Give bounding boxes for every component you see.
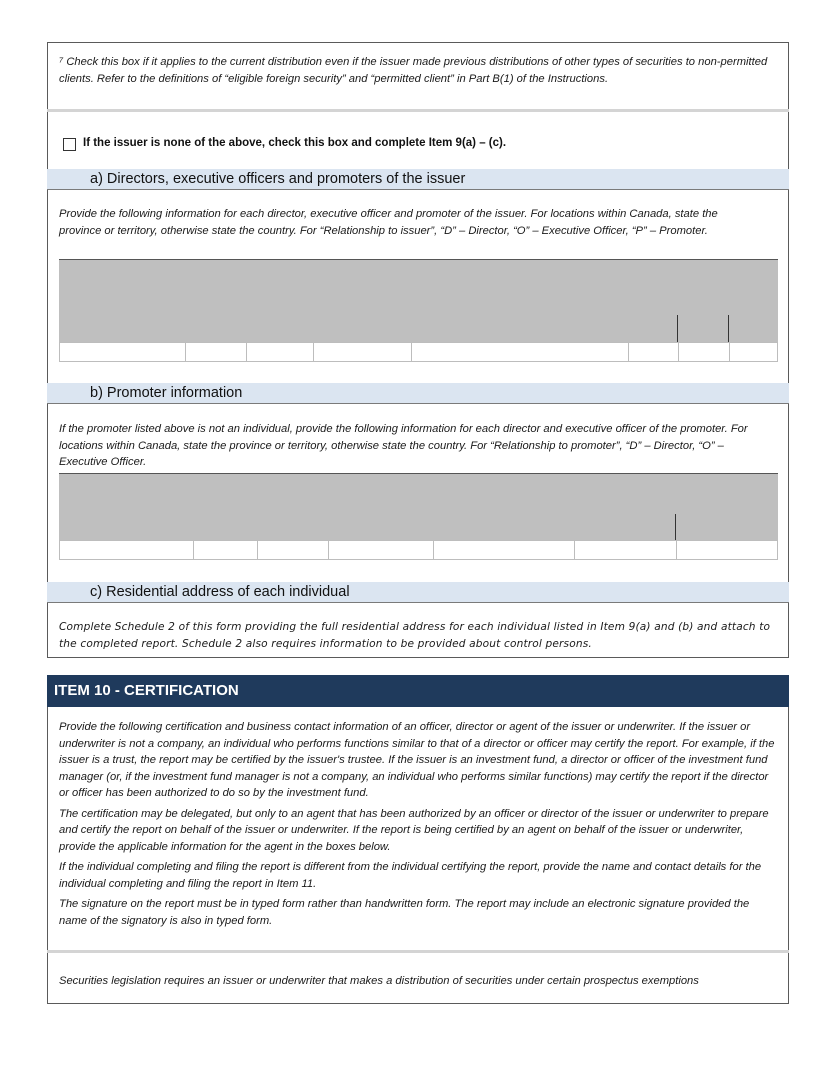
table-a-row[interactable] bbox=[59, 342, 778, 362]
table-b-divider bbox=[675, 514, 676, 540]
section-b-instructions: If the promoter listed above is not an individual, provide the following information for each director and executive officer of the promoter. For locations within Canada, state the province or territory, otherwise state the country. For “Relationship to promoter”, “D” – Director, “O” – Executive Officer. bbox=[59, 423, 748, 468]
table-b-cell-divider bbox=[193, 541, 194, 559]
table-a-cell-divider bbox=[313, 343, 314, 361]
none-of-above-label: If the issuer is none of the above, check this box and complete Item 9(a) – (c). bbox=[83, 137, 507, 149]
table-a-header bbox=[59, 260, 778, 342]
table-b-header bbox=[59, 474, 778, 540]
section-b-underline bbox=[47, 403, 789, 404]
table-a-divider bbox=[677, 315, 678, 342]
section-b-heading: b) Promoter information bbox=[47, 383, 789, 403]
table-a-cell-divider bbox=[411, 343, 412, 361]
table-b-cell-divider bbox=[676, 541, 677, 559]
table-b-cell-divider bbox=[328, 541, 329, 559]
item10-paragraph: The certification may be delegated, but only to an agent that has been authorized by an officer or director of the issuer or underwriter to prepare and certify the report on behalf of the issuer or underwriter. If the report is being certified by an agent on behalf of the issuer or underwriter, provide the applicable information for the agent in the boxes below. bbox=[59, 807, 769, 853]
table-b-cell-divider bbox=[257, 541, 258, 559]
item10-paragraph: If the individual completing and filing the report is different from the individual certifying the report, provide the name and contact details for the individual completing and filing the report in Item 11. bbox=[59, 861, 762, 890]
table-a-cell-divider bbox=[246, 343, 247, 361]
table-a-cell-divider bbox=[628, 343, 629, 361]
table-a-cell-divider bbox=[729, 343, 730, 361]
table-b-cell-divider bbox=[574, 541, 575, 559]
section-c-instructions: Complete Schedule 2 of this form providing the full residential address for each individual listed in Item 9(a) and (b) and attach to the completed report. Schedule 2 also requires information to be provided about control persons. bbox=[59, 621, 771, 650]
item10-bottom-text: Securities legislation requires an issuer or underwriter that makes a distribution of securities under certain prospectus exemptions bbox=[59, 975, 699, 987]
section-c-underline bbox=[47, 602, 789, 603]
table-b-cell-divider bbox=[433, 541, 434, 559]
table-a-divider bbox=[728, 315, 729, 342]
item10-body bbox=[59, 719, 779, 929]
table-a-cell-divider bbox=[185, 343, 186, 361]
item10-paragraph: The signature on the report must be in typed form rather than handwritten form. The report may include an electronic signature provided the name of the signatory is also in typed form. bbox=[59, 898, 750, 927]
section-a-heading: a) Directors, executive officers and promoters of the issuer bbox=[47, 169, 789, 189]
section-a-instructions: Provide the following information for each director, executive officer and promoter of the issuer. For locations within Canada, state the province or territory, otherwise state the country. For “Relationship to issuer”, “D” – Director, “O” – Executive Officer, “P” – Promoter. bbox=[59, 208, 718, 237]
section-a-underline bbox=[47, 189, 789, 190]
item10-title: ITEM 10 - CERTIFICATION bbox=[47, 675, 789, 707]
section-c-heading: c) Residential address of each individual bbox=[47, 582, 789, 602]
table-a-cell-divider bbox=[678, 343, 679, 361]
separator bbox=[47, 109, 789, 112]
separator bbox=[47, 950, 789, 953]
none-of-above-checkbox[interactable] bbox=[63, 138, 76, 151]
footnote-text: ⁷ Check this box if it applies to the current distribution even if the issuer made previous distributions of other types of securities to non-permitted clients. Refer to the definitions of “eligible foreign security” and “permitted client” in Part B(1) of the Instructions. bbox=[59, 56, 768, 85]
table-b-row[interactable] bbox=[59, 540, 778, 560]
item10-paragraph: Provide the following certification and business contact information of an officer, director or agent of the issuer or underwriter. If the issuer or underwriter is not a company, an individual who performs functions similar to that of a director or officer may certify the report. For example, if the issuer is a trust, the report may be certified by the issuer's trustee. If the issuer is an investment fund, a director or officer of the investment fund manager (or, if the investment fund manager is not a company, an individual who performs similar functions) may certify the report if the director or officer has been authorized to do so by the investment fund. bbox=[59, 721, 775, 799]
